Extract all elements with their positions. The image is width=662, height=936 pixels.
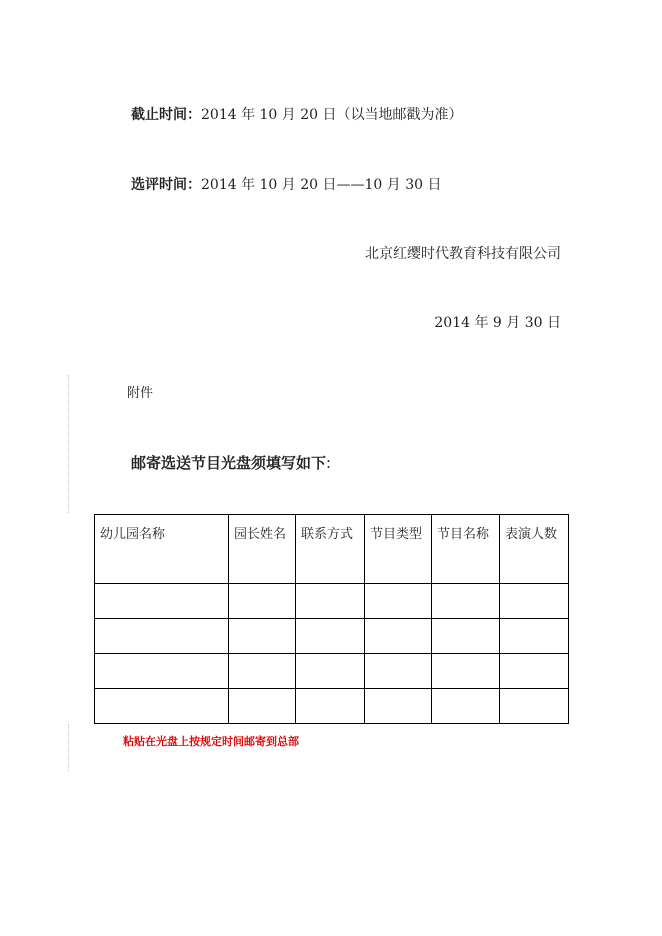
- table-cell[interactable]: [296, 689, 365, 724]
- header-performer-count: 表演人数: [505, 527, 558, 542]
- selection-value: 2014 年 10 月 20 日——10 月 30 日: [201, 177, 442, 193]
- table-cell[interactable]: [296, 619, 365, 654]
- table-header-cell: [500, 515, 569, 584]
- table-cell[interactable]: [95, 619, 229, 654]
- table-cell[interactable]: [500, 584, 569, 619]
- table-header-cell: [432, 515, 500, 584]
- table-cell[interactable]: [365, 619, 432, 654]
- selection-line: [131, 175, 442, 195]
- table-row: [95, 619, 569, 654]
- table-cell[interactable]: [500, 689, 569, 724]
- table-cell[interactable]: [229, 619, 296, 654]
- table-cell[interactable]: [95, 689, 229, 724]
- table-cell[interactable]: [365, 689, 432, 724]
- table-header-cell: [296, 515, 365, 584]
- table-header-row: [95, 515, 569, 584]
- table-cell[interactable]: [95, 584, 229, 619]
- table-cell[interactable]: [432, 689, 500, 724]
- table-header-cell: [365, 515, 432, 584]
- company-name: 北京红缨时代教育科技有限公司: [365, 246, 561, 262]
- table-cell[interactable]: [500, 619, 569, 654]
- table-cell[interactable]: [296, 584, 365, 619]
- table-header-cell: [229, 515, 296, 584]
- attachment-heading-line: [131, 453, 331, 473]
- table-cell[interactable]: [365, 584, 432, 619]
- table-cell[interactable]: [229, 584, 296, 619]
- selection-label: 选评时间：: [131, 177, 201, 193]
- table-row: [95, 689, 569, 724]
- header-program-type: 节目类型: [370, 527, 423, 542]
- margin-dotted-line-bottom: [68, 724, 69, 772]
- header-program-name: 节目名称: [437, 527, 490, 542]
- deadline-label: 截止时间：: [131, 107, 201, 123]
- table-cell[interactable]: [432, 619, 500, 654]
- table-cell[interactable]: [432, 654, 500, 689]
- table-cell[interactable]: [296, 654, 365, 689]
- table-cell[interactable]: [95, 654, 229, 689]
- table-row: [95, 654, 569, 689]
- attachment-heading-colon: :: [326, 454, 332, 472]
- table-row: [95, 584, 569, 619]
- table-cell[interactable]: [500, 654, 569, 689]
- attachment-label: 附件: [127, 386, 154, 401]
- header-contact: 联系方式: [301, 527, 354, 542]
- margin-dotted-line-top: [68, 375, 69, 513]
- footer-note: 粘贴在光盘上按规定时间邮寄到总部: [123, 735, 299, 748]
- header-kindergarten-name: 幼儿园名称: [100, 527, 166, 542]
- deadline-line: [131, 105, 463, 125]
- table-cell[interactable]: [365, 654, 432, 689]
- submission-form-table: [94, 514, 569, 724]
- header-principal-name: 园长姓名: [234, 527, 287, 542]
- table-cell[interactable]: [229, 654, 296, 689]
- attachment-heading: 邮寄选送节目光盘须填写如下: [131, 454, 327, 472]
- deadline-value: 2014 年 10 月 20 日（以当地邮戳为准）: [201, 107, 463, 123]
- table-cell[interactable]: [229, 689, 296, 724]
- table-cell[interactable]: [432, 584, 500, 619]
- signature-date: 2014 年 9 月 30 日: [434, 315, 561, 331]
- table-header-cell: [95, 515, 229, 584]
